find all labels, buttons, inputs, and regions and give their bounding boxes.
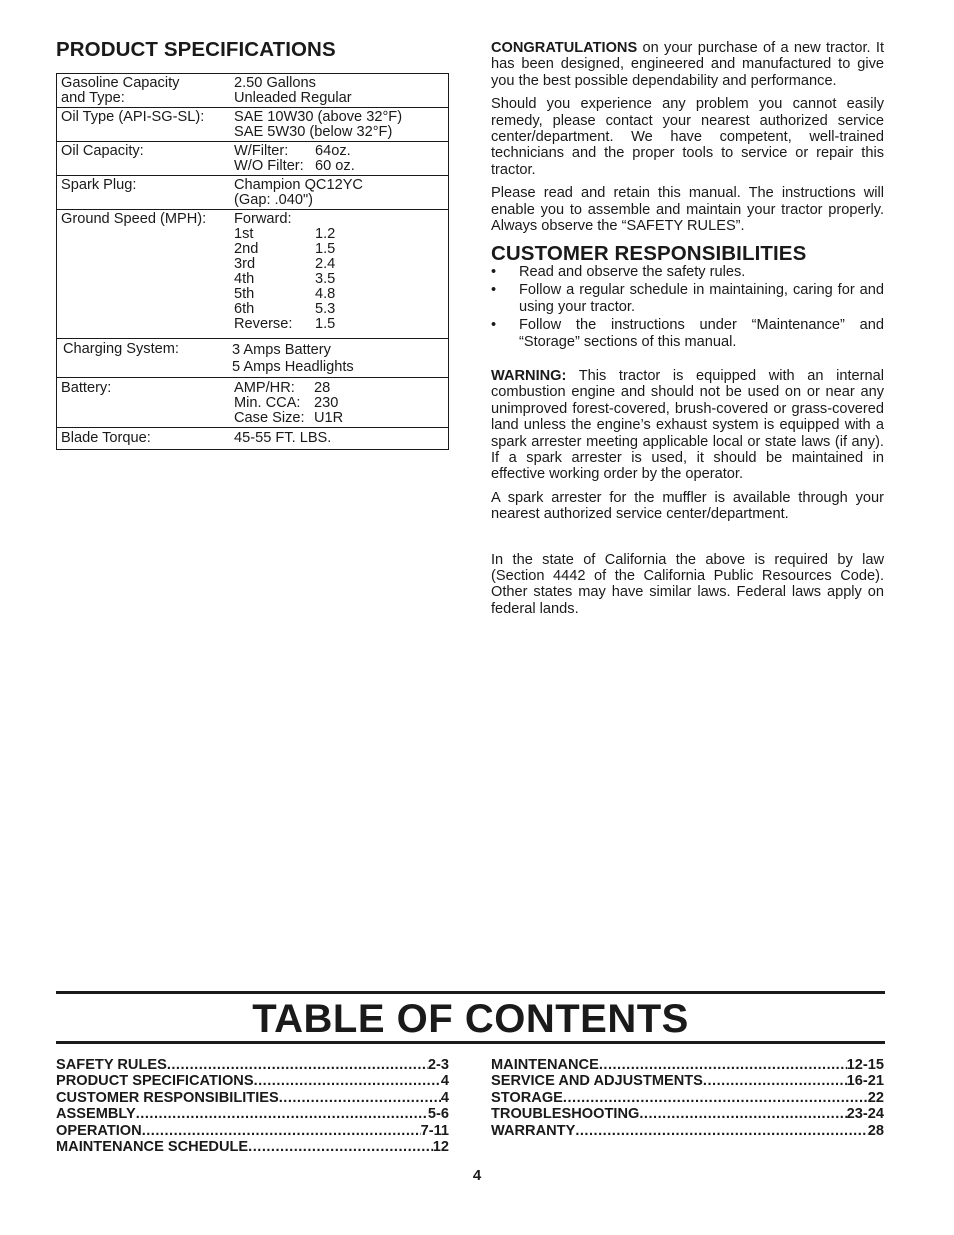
gear-speed: 5.3 [315,301,336,317]
intro-column [491,40,884,624]
spec-value: SAE 5W30 (below 32°F) [234,124,393,140]
spec-label: Charging System: [63,341,179,357]
gear-name: 6th [234,301,255,317]
spec-row-oil-capacity [57,142,449,176]
spec-row-blade-torque [57,428,449,450]
spec-label: Oil Capacity: [61,143,144,159]
toc-entry[interactable]: OPERATION ..... 7-11 [56,1123,449,1139]
toc-entry[interactable]: STORAGE ..... 22 [491,1090,884,1106]
toc-entry[interactable]: CUSTOMER RESPONSIBILITIES ..... 4 [56,1090,449,1106]
spec-row-ground-speed [57,210,449,339]
spec-row-oil-type [57,108,449,142]
congratulations-paragraph: CONGRATULATIONS on your purchase of a new tractor. It has been designed, engineered and manufactured to give you the best possible dependability and performance. [491,40,884,89]
toc-entry[interactable]: MAINTENANCE ..... 12-15 [491,1057,884,1073]
toc-left-column [56,1057,449,1155]
spec-key: W/Filter: [234,143,289,159]
arrester-paragraph: A spark arrester for the muffler is available through your nearest authorized service center/department. [491,489,884,523]
spec-value: Unleaded Regular [234,90,352,106]
spec-value: 5 Amps Headlights [232,359,354,375]
spec-value: (Gap: .040") [234,192,313,208]
gear-speed: 1.2 [315,226,336,242]
gear-name: 1st [234,226,254,242]
spec-value: 60 oz. [315,158,355,174]
spec-value: SAE 10W30 (above 32°F) [234,109,403,125]
toc-entry[interactable]: WARRANTY ..... 28 [491,1123,884,1139]
spec-value: U1R [314,410,344,426]
gear-speed: 1.5 [315,316,336,332]
spec-value: Forward: [234,211,292,227]
spec-label: Battery: [61,380,112,396]
spec-value: 230 [314,395,339,411]
gear-speed: 2.4 [315,256,336,272]
page-number: 4 [472,1167,482,1184]
spec-value: 28 [314,380,331,396]
toc-rule-bottom [56,1041,885,1044]
warning-paragraph: WARNING: This tractor is equipped with an internal combustion engine and should not be used on or near any unimproved forest-covered, brush-covered or grass-covered land unless the engine’s exhaust system is equipped with a spark arrester meeting applicable local or state laws (if any). If a spark arrester is used, it should be maintained in effective working order by the operator. [491,367,884,483]
gear-name: Reverse: [234,316,293,332]
gear-speed: 1.5 [315,241,336,257]
gear-name: 4th [234,271,255,287]
toc-title: TABLE OF CONTENTS [252,997,689,1041]
gear-name: 2nd [234,241,259,257]
spec-key: Min. CCA: [234,395,301,411]
spec-row-gasoline [57,74,449,108]
spec-row-battery [57,378,449,428]
toc-entry[interactable]: SERVICE AND ADJUSTMENTS ..... 16-21 [491,1073,884,1089]
problem-paragraph: Should you experience any problem you cannot easily remedy, please contact your nearest authorized service center/department. We have competent, well-trained technicians and the proper tools to service or repair this tractor. [491,96,884,178]
spec-key: AMP/HR: [234,380,295,396]
california-paragraph: In the state of California the above is required by law (Section 4442 of the California Public Resources Code). Other states may have similar laws. Federal laws apply on federal lands. [491,551,884,617]
spec-value: 45-55 FT. LBS. [234,430,332,446]
spec-row-charging [57,339,449,378]
spec-value: 3 Amps Battery [232,342,331,358]
spec-key: Case Size: [234,410,305,426]
toc-entry[interactable]: TROUBLESHOOTING ..... 23-24 [491,1106,884,1122]
toc-entry[interactable]: MAINTENANCE SCHEDULE ..... 12 [56,1139,449,1155]
spec-key: W/O Filter: [234,158,304,174]
gear-speed: 4.8 [315,286,336,302]
list-item: • Follow a regular schedule in maintaining, caring for and using your tractor. [491,282,884,315]
responsibilities-list [491,264,884,350]
spec-table [56,73,449,450]
responsibilities-heading: CUSTOMER RESPONSIBILITIES [491,242,807,266]
spec-value: 64oz. [315,143,351,159]
specs-heading: PRODUCT SPECIFICATIONS [56,38,336,61]
gear-name: 3rd [234,256,256,272]
spec-label: Ground Speed (MPH): [61,211,207,227]
retain-paragraph: Please read and retain this manual. The instructions will enable you to assemble and maintain your tractor properly. Always observe the “SAFETY RULES”. [491,185,884,235]
spec-label: Blade Torque: [61,430,151,446]
spec-label: and Type: [61,90,125,106]
gear-speed: 3.5 [315,271,336,287]
spec-label: Spark Plug: [61,177,137,193]
gear-name: 5th [234,286,255,302]
toc-entry[interactable]: SAFETY RULES ..... 2-3 [56,1057,449,1073]
spec-row-spark-plug [57,176,449,210]
toc-right-column [491,1057,884,1139]
toc-entry[interactable]: PRODUCT SPECIFICATIONS ..... 4 [56,1073,449,1089]
list-item: • Follow the instructions under “Maintenance” and “Storage” sections of this manual. [491,317,884,350]
list-item: • Read and observe the safety rules. [491,264,884,280]
spec-value: 2.50 Gallons [234,75,316,91]
spec-label: Oil Type (API-SG-SL): [61,109,205,125]
spec-label: Gasoline Capacity [61,75,180,91]
toc-entry[interactable]: ASSEMBLY ..... 5-6 [56,1106,449,1122]
spec-value: Champion QC12YC [234,177,363,193]
